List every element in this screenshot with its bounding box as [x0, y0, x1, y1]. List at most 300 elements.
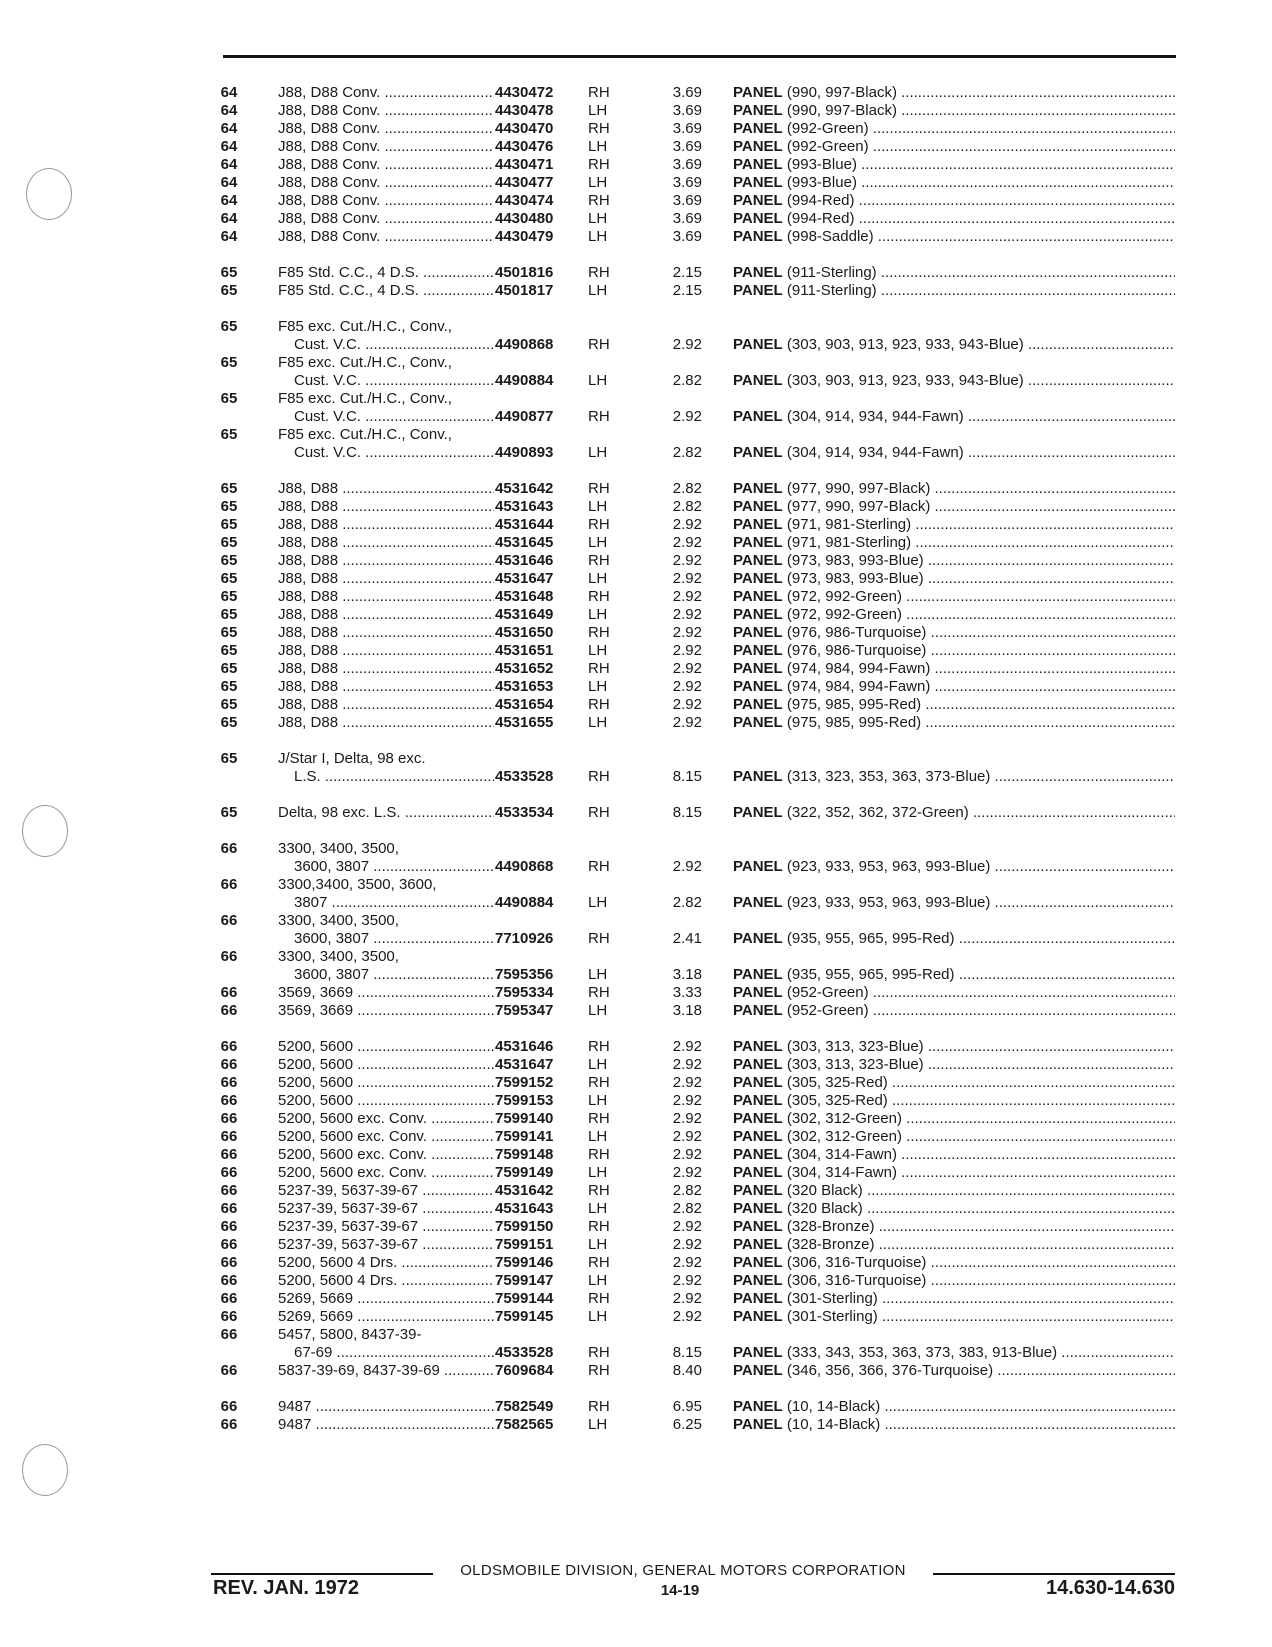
- side-code: RH: [588, 84, 610, 101]
- table-row: [0, 1037, 1272, 1056]
- panel-description: [733, 857, 1175, 876]
- model-year: 65: [220, 714, 238, 731]
- panel-description: [733, 173, 1175, 192]
- model-year: 66: [220, 1092, 238, 1109]
- side-code: RH: [588, 264, 610, 281]
- panel-color-detail: (306, 316-Turquoise): [786, 1272, 927, 1289]
- part-number: 4490893: [495, 444, 554, 461]
- panel-description: [733, 101, 1175, 120]
- model-description: 3600, 3807 .....: [294, 929, 494, 948]
- table-row: [0, 947, 1272, 966]
- model-year: 65: [220, 282, 238, 299]
- table-row: [0, 1073, 1272, 1092]
- side-code: RH: [588, 1362, 610, 1379]
- model-description: 5200, 5600 .....: [278, 1073, 494, 1092]
- model-description: J88, D88 Conv. .....: [278, 137, 494, 156]
- model-year: 65: [220, 354, 238, 371]
- list-price: 2.41: [672, 930, 702, 947]
- table-row: [0, 335, 1272, 354]
- panel-color-detail: (303, 313, 323-Blue): [786, 1056, 924, 1073]
- model-description: J/Star I, Delta, 98 exc.: [278, 750, 426, 767]
- model-description: 5200, 5600 exc. Conv. .....: [278, 1109, 494, 1128]
- side-code: LH: [588, 714, 608, 731]
- table-row: [0, 965, 1272, 984]
- panel-label: PANEL: [733, 174, 783, 191]
- panel-label: PANEL: [733, 1146, 783, 1163]
- part-number: 4531643: [495, 498, 554, 515]
- panel-color-detail: (328-Bronze): [786, 1218, 875, 1235]
- panel-description: [733, 1145, 1175, 1164]
- footer-rule: [211, 1573, 433, 1575]
- model-year: 66: [220, 1254, 238, 1271]
- list-price: 2.92: [672, 1110, 702, 1127]
- part-number: 4531651: [495, 642, 554, 659]
- model-year: 66: [220, 948, 238, 965]
- model-description: J88, D88 .....: [278, 479, 494, 498]
- panel-description: [733, 1109, 1175, 1128]
- table-row: [0, 821, 1272, 840]
- part-number: 4531642: [495, 480, 554, 497]
- panel-color-detail: (303, 313, 323-Blue): [786, 1038, 924, 1055]
- panel-description: [733, 659, 1175, 678]
- side-code: RH: [588, 156, 610, 173]
- panel-description: [733, 965, 1175, 984]
- list-price: 2.92: [672, 696, 702, 713]
- list-price: 2.92: [672, 336, 702, 353]
- table-row: [0, 893, 1272, 912]
- table-row: [0, 587, 1272, 606]
- model-year: 65: [220, 570, 238, 587]
- part-number: 4430479: [495, 228, 554, 245]
- part-number: 4430480: [495, 210, 554, 227]
- table-row: [0, 1235, 1272, 1254]
- model-description: J88, D88 .....: [278, 677, 494, 696]
- list-price: 3.69: [672, 210, 702, 227]
- model-year: 66: [220, 1164, 238, 1181]
- panel-label: PANEL: [733, 372, 783, 389]
- panel-description: [733, 893, 1175, 912]
- table-row: [0, 659, 1272, 678]
- panel-label: PANEL: [733, 570, 783, 587]
- panel-description: [733, 263, 1175, 282]
- model-description: J88, D88 .....: [278, 605, 494, 624]
- table-row: [0, 1253, 1272, 1272]
- panel-color-detail: (935, 955, 965, 995-Red): [786, 966, 955, 983]
- model-year: 66: [220, 1146, 238, 1163]
- side-code: RH: [588, 1254, 610, 1271]
- table-row: [0, 1271, 1272, 1290]
- model-description: F85 Std. C.C., 4 D.S. .....: [278, 263, 494, 282]
- list-price: 2.82: [672, 498, 702, 515]
- part-number: 7599146: [495, 1254, 554, 1271]
- panel-label: PANEL: [733, 408, 783, 425]
- panel-color-detail: (973, 983, 993-Blue): [786, 570, 924, 587]
- part-number: 4501816: [495, 264, 554, 281]
- table-row: [0, 389, 1272, 408]
- part-number: 4430471: [495, 156, 554, 173]
- panel-description: [733, 1271, 1175, 1290]
- model-description: 5200, 5600 .....: [278, 1091, 494, 1110]
- list-price: 3.18: [672, 966, 702, 983]
- table-row: [0, 695, 1272, 714]
- model-year: 66: [220, 1038, 238, 1055]
- part-number: 4531644: [495, 516, 554, 533]
- panel-description: [733, 1235, 1175, 1254]
- list-price: 2.92: [672, 1272, 702, 1289]
- table-row: [0, 983, 1272, 1002]
- panel-color-detail: (935, 955, 965, 995-Red): [786, 930, 955, 947]
- list-price: 8.15: [672, 1344, 702, 1361]
- table-row: [0, 461, 1272, 480]
- model-description: Delta, 98 exc. L.S. .....: [278, 803, 494, 822]
- model-description: 5200, 5600 exc. Conv. .....: [278, 1163, 494, 1182]
- table-row: [0, 641, 1272, 660]
- list-price: 2.82: [672, 1200, 702, 1217]
- panel-color-detail: (301-Sterling): [786, 1290, 878, 1307]
- panel-description: [733, 137, 1175, 156]
- panel-color-detail: (994-Red): [786, 210, 855, 227]
- side-code: LH: [588, 1200, 608, 1217]
- model-description: 9487 .....: [278, 1397, 494, 1416]
- panel-color-detail: (990, 997-Black): [786, 102, 897, 119]
- part-number: 7599147: [495, 1272, 554, 1289]
- panel-color-detail: (303, 903, 913, 923, 933, 943-Blue): [786, 336, 1024, 353]
- panel-color-detail: (304, 314-Fawn): [786, 1146, 897, 1163]
- panel-description: [733, 587, 1175, 606]
- list-price: 2.92: [672, 516, 702, 533]
- panel-description: [733, 155, 1175, 174]
- part-number: 4531652: [495, 660, 554, 677]
- model-description: 5200, 5600 exc. Conv. .....: [278, 1127, 494, 1146]
- model-description: J88, D88 Conv. .....: [278, 173, 494, 192]
- panel-label: PANEL: [733, 1254, 783, 1271]
- panel-label: PANEL: [733, 1092, 783, 1109]
- side-code: RH: [588, 1110, 610, 1127]
- panel-label: PANEL: [733, 336, 783, 353]
- panel-color-detail: (923, 933, 953, 963, 993-Blue): [786, 894, 991, 911]
- list-price: 2.92: [672, 588, 702, 605]
- model-year: 65: [220, 318, 238, 335]
- table-row: [0, 1397, 1272, 1416]
- panel-color-detail: (303, 903, 913, 923, 933, 943-Blue): [786, 372, 1024, 389]
- part-number: 7582549: [495, 1398, 554, 1415]
- footer-page-number: 14-19: [660, 1582, 700, 1599]
- panel-color-detail: (313, 323, 353, 363, 373-Blue): [786, 768, 991, 785]
- model-year: 64: [220, 84, 238, 101]
- side-code: RH: [588, 804, 610, 821]
- table-row: [0, 1325, 1272, 1344]
- part-number: 7609684: [495, 1362, 554, 1379]
- model-year: 65: [220, 516, 238, 533]
- model-year: 66: [220, 1290, 238, 1307]
- panel-description: [733, 1361, 1175, 1380]
- model-description: 3600, 3807 .....: [294, 857, 494, 876]
- model-description: Cust. V.C. .....: [294, 335, 494, 354]
- table-row: [0, 1019, 1272, 1038]
- side-code: RH: [588, 1344, 610, 1361]
- panel-description: [733, 1001, 1175, 1020]
- list-price: 2.82: [672, 372, 702, 389]
- model-year: 66: [220, 1056, 238, 1073]
- side-code: RH: [588, 858, 610, 875]
- side-code: RH: [588, 1146, 610, 1163]
- panel-color-detail: (998-Saddle): [786, 228, 874, 245]
- list-price: 2.92: [672, 642, 702, 659]
- panel-color-detail: (320 Black): [786, 1182, 863, 1199]
- panel-label: PANEL: [733, 534, 783, 551]
- table-row: [0, 1001, 1272, 1020]
- model-year: 65: [220, 696, 238, 713]
- model-description: 5269, 5669 .....: [278, 1289, 494, 1308]
- model-year: 65: [220, 606, 238, 623]
- model-year: 65: [220, 804, 238, 821]
- table-row: [0, 569, 1272, 588]
- list-price: 2.92: [672, 1218, 702, 1235]
- model-year: 65: [220, 588, 238, 605]
- part-number: 4531654: [495, 696, 554, 713]
- panel-description: [733, 803, 1175, 822]
- panel-color-detail: (993-Blue): [786, 174, 857, 191]
- part-number: 4430478: [495, 102, 554, 119]
- model-description: J88, D88 Conv. .....: [278, 227, 494, 246]
- side-code: RH: [588, 1398, 610, 1415]
- model-year: 66: [220, 1308, 238, 1325]
- list-price: 3.69: [672, 120, 702, 137]
- table-row: [0, 191, 1272, 210]
- side-code: LH: [588, 138, 608, 155]
- panel-label: PANEL: [733, 1362, 783, 1379]
- panel-color-detail: (333, 343, 353, 363, 373, 383, 913-Blue): [786, 1344, 1058, 1361]
- panel-description: [733, 1181, 1175, 1200]
- panel-label: PANEL: [733, 1182, 783, 1199]
- panel-label: PANEL: [733, 966, 783, 983]
- model-description: J88, D88 Conv. .....: [278, 119, 494, 138]
- part-number: 4490884: [495, 372, 554, 389]
- panel-description: [733, 1199, 1175, 1218]
- panel-description: [733, 713, 1175, 732]
- panel-color-detail: (301-Sterling): [786, 1308, 878, 1325]
- panel-description: [733, 641, 1175, 660]
- model-year: 66: [220, 1128, 238, 1145]
- part-number: 4430474: [495, 192, 554, 209]
- list-price: 2.92: [672, 570, 702, 587]
- table-row: [0, 497, 1272, 516]
- panel-color-detail: (302, 312-Green): [786, 1110, 902, 1127]
- panel-color-detail: (304, 914, 934, 944-Fawn): [786, 444, 964, 461]
- panel-label: PANEL: [733, 696, 783, 713]
- side-code: LH: [588, 606, 608, 623]
- panel-color-detail: (974, 984, 994-Fawn): [786, 678, 931, 695]
- panel-color-detail: (305, 325-Red): [786, 1092, 888, 1109]
- panel-label: PANEL: [733, 1236, 783, 1253]
- table-row: [0, 443, 1272, 462]
- panel-label: PANEL: [733, 1272, 783, 1289]
- panel-label: PANEL: [733, 516, 783, 533]
- table-row: [0, 1343, 1272, 1362]
- model-year: 65: [220, 498, 238, 515]
- table-row: [0, 839, 1272, 858]
- model-description: 3300, 3400, 3500,: [278, 948, 399, 965]
- side-code: LH: [588, 444, 608, 461]
- panel-description: [733, 1343, 1175, 1362]
- model-year: 66: [220, 1074, 238, 1091]
- table-row: [0, 749, 1272, 768]
- side-code: RH: [588, 660, 610, 677]
- part-number: 7599149: [495, 1164, 554, 1181]
- panel-description: [733, 1289, 1175, 1308]
- panel-label: PANEL: [733, 228, 783, 245]
- model-description: J88, D88 .....: [278, 515, 494, 534]
- model-year: 64: [220, 210, 238, 227]
- table-row: [0, 299, 1272, 318]
- panel-color-detail: (911-Sterling): [786, 282, 877, 299]
- model-description: 5200, 5600 4 Drs. .....: [278, 1271, 494, 1290]
- model-description: J88, D88 Conv. .....: [278, 209, 494, 228]
- panel-label: PANEL: [733, 1164, 783, 1181]
- table-row: [0, 803, 1272, 822]
- model-description: 5200, 5600 4 Drs. .....: [278, 1253, 494, 1272]
- panel-label: PANEL: [733, 480, 783, 497]
- footer-section-code: 14.630-14.630: [1045, 1577, 1175, 1599]
- panel-label: PANEL: [733, 1128, 783, 1145]
- side-code: LH: [588, 534, 608, 551]
- part-number: 4531648: [495, 588, 554, 605]
- part-number: 4531643: [495, 1200, 554, 1217]
- panel-description: [733, 1163, 1175, 1182]
- model-description: 3300, 3400, 3500,: [278, 840, 399, 857]
- list-price: 2.92: [672, 1254, 702, 1271]
- part-number: 4533528: [495, 1344, 554, 1361]
- model-year: 64: [220, 120, 238, 137]
- table-row: [0, 1415, 1272, 1434]
- part-number: 7710926: [495, 930, 554, 947]
- panel-description: [733, 695, 1175, 714]
- panel-color-detail: (990, 997-Black): [786, 84, 897, 101]
- model-description: J88, D88 .....: [278, 713, 494, 732]
- model-year: 65: [220, 624, 238, 641]
- part-number: 7599148: [495, 1146, 554, 1163]
- panel-color-detail: (10, 14-Black): [786, 1416, 881, 1433]
- panel-label: PANEL: [733, 1038, 783, 1055]
- list-price: 2.92: [672, 660, 702, 677]
- panel-label: PANEL: [733, 210, 783, 227]
- list-price: 2.92: [672, 408, 702, 425]
- model-year: 64: [220, 192, 238, 209]
- list-price: 8.15: [672, 804, 702, 821]
- model-description: J88, D88 .....: [278, 695, 494, 714]
- table-row: [0, 281, 1272, 300]
- panel-label: PANEL: [733, 444, 783, 461]
- side-code: RH: [588, 696, 610, 713]
- model-description: 5237-39, 5637-39-67 .....: [278, 1199, 494, 1218]
- panel-description: [733, 119, 1175, 138]
- panel-description: [733, 533, 1175, 552]
- model-description: J88, D88 .....: [278, 533, 494, 552]
- model-year: 64: [220, 156, 238, 173]
- model-year: 66: [220, 1182, 238, 1199]
- side-code: RH: [588, 588, 610, 605]
- panel-label: PANEL: [733, 624, 783, 641]
- panel-description: [733, 569, 1175, 588]
- model-description: J88, D88 Conv. .....: [278, 155, 494, 174]
- side-code: LH: [588, 1002, 608, 1019]
- panel-label: PANEL: [733, 282, 783, 299]
- side-code: LH: [588, 894, 608, 911]
- list-price: 3.33: [672, 984, 702, 1001]
- list-price: 2.82: [672, 444, 702, 461]
- panel-description: [733, 497, 1175, 516]
- side-code: LH: [588, 174, 608, 191]
- panel-description: [733, 1055, 1175, 1074]
- side-code: RH: [588, 984, 610, 1001]
- list-price: 2.15: [672, 282, 702, 299]
- panel-description: [733, 1307, 1175, 1326]
- side-code: LH: [588, 102, 608, 119]
- side-code: LH: [588, 966, 608, 983]
- table-row: [0, 785, 1272, 804]
- side-code: RH: [588, 624, 610, 641]
- panel-color-detail: (10, 14-Black): [786, 1398, 881, 1415]
- table-row: [0, 155, 1272, 174]
- model-year: 65: [220, 552, 238, 569]
- model-description: F85 exc. Cut./H.C., Conv.,: [278, 354, 452, 371]
- side-code: RH: [588, 1290, 610, 1307]
- panel-description: [733, 1415, 1175, 1434]
- model-description: 5200, 5600 .....: [278, 1037, 494, 1056]
- panel-label: PANEL: [733, 552, 783, 569]
- model-description: J88, D88 .....: [278, 569, 494, 588]
- panel-description: [733, 767, 1175, 786]
- panel-description: [733, 677, 1175, 696]
- panel-label: PANEL: [733, 678, 783, 695]
- model-description: 5237-39, 5637-39-67 .....: [278, 1181, 494, 1200]
- list-price: 2.82: [672, 1182, 702, 1199]
- side-code: RH: [588, 768, 610, 785]
- panel-color-detail: (952-Green): [786, 1002, 869, 1019]
- panel-color-detail: (972, 992-Green): [786, 588, 902, 605]
- table-row: [0, 209, 1272, 228]
- panel-color-detail: (304, 314-Fawn): [786, 1164, 897, 1181]
- table-row: [0, 1217, 1272, 1236]
- table-row: [0, 263, 1272, 282]
- list-price: 3.69: [672, 192, 702, 209]
- table-row: [0, 605, 1272, 624]
- model-description: Cust. V.C. .....: [294, 443, 494, 462]
- panel-color-detail: (346, 356, 366, 376-Turquoise): [786, 1362, 994, 1379]
- list-price: 8.40: [672, 1362, 702, 1379]
- model-description: 5200, 5600 .....: [278, 1055, 494, 1074]
- footer-rule: [933, 1573, 1175, 1575]
- table-row: [0, 173, 1272, 192]
- table-row: [0, 137, 1272, 156]
- table-row: [0, 371, 1272, 390]
- panel-color-detail: (304, 914, 934, 944-Fawn): [786, 408, 964, 425]
- panel-label: PANEL: [733, 588, 783, 605]
- model-description: J88, D88 Conv. .....: [278, 83, 494, 102]
- list-price: 2.82: [672, 894, 702, 911]
- list-price: 3.18: [672, 1002, 702, 1019]
- part-number: 4531649: [495, 606, 554, 623]
- panel-color-detail: (973, 983, 993-Blue): [786, 552, 924, 569]
- table-row: [0, 929, 1272, 948]
- side-code: LH: [588, 678, 608, 695]
- panel-description: [733, 479, 1175, 498]
- side-code: RH: [588, 1218, 610, 1235]
- part-number: 4501817: [495, 282, 554, 299]
- side-code: LH: [588, 570, 608, 587]
- part-number: 4531653: [495, 678, 554, 695]
- part-number: 4430476: [495, 138, 554, 155]
